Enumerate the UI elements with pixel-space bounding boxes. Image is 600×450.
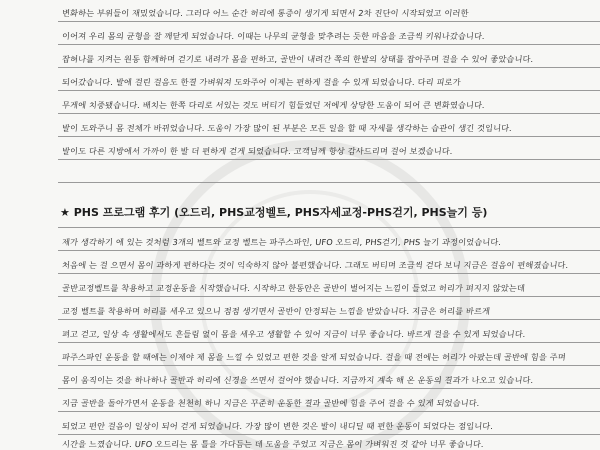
ruled-line (58, 182, 600, 183)
handwritten-line: 변화하는 부위들이 재밌었습니다. 그러다 어느 순간 허리에 통증이 생기게 되면서 2차 진단이 시작되었고 이러한 (61, 8, 470, 18)
ruled-line (58, 434, 600, 435)
ruled-line (58, 273, 600, 274)
handwritten-line: 이어져 우리 몸의 균형을 잘 깨닫게 되었습니다. 이때는 나무의 균형을 맞추려는 듯한 마음을 조금씩 키워나갔습니다. (61, 31, 486, 41)
ruled-line (58, 21, 600, 22)
handwritten-line: 교정 벨트를 착용하며 허리를 세우고 있으니 점점 생기면서 골반이 안정되는 느낌을 받았습니다. 지금은 허리를 바르게 (61, 306, 491, 316)
handwritten-line: 펴고 걷고, 일상 속 생활에서도 흔들림 없이 몸을 세우고 생활할 수 있어 지금이 너무 좋습니다. 바르게 걸을 수 있게 되었습니다. (61, 329, 527, 339)
handwritten-line: 잡혀나를 지켜는 원동 함께하며 걷기로 내려가 몸을 편하고, 골반이 내려간 쪽의 한발의 상태를 잡아주며 걸을 수 있어 좋았습니다. (61, 54, 534, 64)
handwritten-line: 시간을 느꼈습니다. UFO 오드리는 몸 틀을 가다듬는 데 도움을 주었고 지금은 몸이 가벼워진 것 같아 너무 좋습니다. (61, 439, 485, 449)
handwritten-line: 발이 도와주니 몸 전체가 바뀌었습니다. 도움이 가장 많이 된 부분은 모든 일을 할 때 자세를 생각하는 습관이 생긴 것입니다. (61, 123, 513, 133)
handwritten-line: 제가 생각하기 에 있는 것처럼 3개의 벨트와 교정 벨트는 파주스파인, UFO 오드리, PHS걷기, PHS 늘기 과정이었습니다. (61, 237, 502, 247)
ruled-line (58, 159, 600, 160)
ruled-line (58, 90, 600, 91)
handwritten-line: 처음에 는 걸 으면서 몸이 과하게 편하다는 것이 익숙하지 않아 불편했습니다. 그래도 버티며 조금씩 걷다 보니 지금은 걸음이 편해졌습니다. (61, 260, 569, 270)
handwritten-line: 발이도 다른 지방에서 가까이 한 발 더 편하게 걷게 되었습니다. 고객님께 항상 감사드리며 걸어 보겠습니다. (61, 146, 454, 156)
handwritten-line: 무게에 치중됐습니다. 배치는 한쪽 다리로 서있는 것도 버티기 힘들었던 저에게 상당한 도움이 되어 큰 변화였습니다. (61, 100, 486, 110)
handwritten-line: 지금 골반을 돌아가면서 운동을 천천히 하니 지금은 꾸준히 운동한 결과 골반에 힘을 주어 걸을 수 있게 되었습니다. (61, 398, 481, 408)
handwritten-line: 되었고 편안 걸음이 일상이 되어 걷게 되었습니다. 가장 많이 변한 것은 발이 내디딜 때 편한 운동이 되었다는 점입니다. (61, 421, 494, 431)
ruled-line (58, 250, 600, 251)
handwritten-line: 되어갔습니다. 발에 걸린 걸음도 한결 가벼워져 도와주어 이제는 편하게 걸을 수 있게 되었습니다. 다리 피로가 (61, 77, 462, 87)
ruled-line (58, 136, 600, 137)
ruled-line (58, 365, 600, 366)
ruled-line (58, 67, 600, 68)
section-title: ★ PHS 프로그램 후기 (오드리, PHS교정벨트, PHS자세교정-PHS걷기, PHS늘기 등) (60, 206, 488, 219)
ruled-line (58, 388, 600, 389)
ruled-line (58, 44, 600, 45)
ruled-line (58, 113, 600, 114)
ruled-line (58, 296, 600, 297)
handwritten-line: 골반교정벨트를 착용하고 교정운동을 시작했습니다. 시작하고 한동안은 골반이 벌어지는 느낌이 들었고 허리가 펴지지 않았는데 (61, 283, 526, 293)
ruled-line (58, 227, 600, 228)
handwritten-line: 파주스파인 운동을 할 때에는 이제야 제 몸을 느낄 수 있었고 편한 것을 알게 되었습니다. 걸을 때 전에는 허리가 아팠는데 골반에 힘을 주며 (61, 352, 567, 362)
ruled-line (58, 342, 600, 343)
ruled-line (58, 319, 600, 320)
ruled-line (58, 411, 600, 412)
handwritten-line: 몸이 움직이는 것을 하나하나 골반과 허리에 신경을 쓰면서 걸어야 했습니다. 지금까지 계속 해 온 운동의 결과가 나오고 있습니다. (61, 375, 534, 385)
